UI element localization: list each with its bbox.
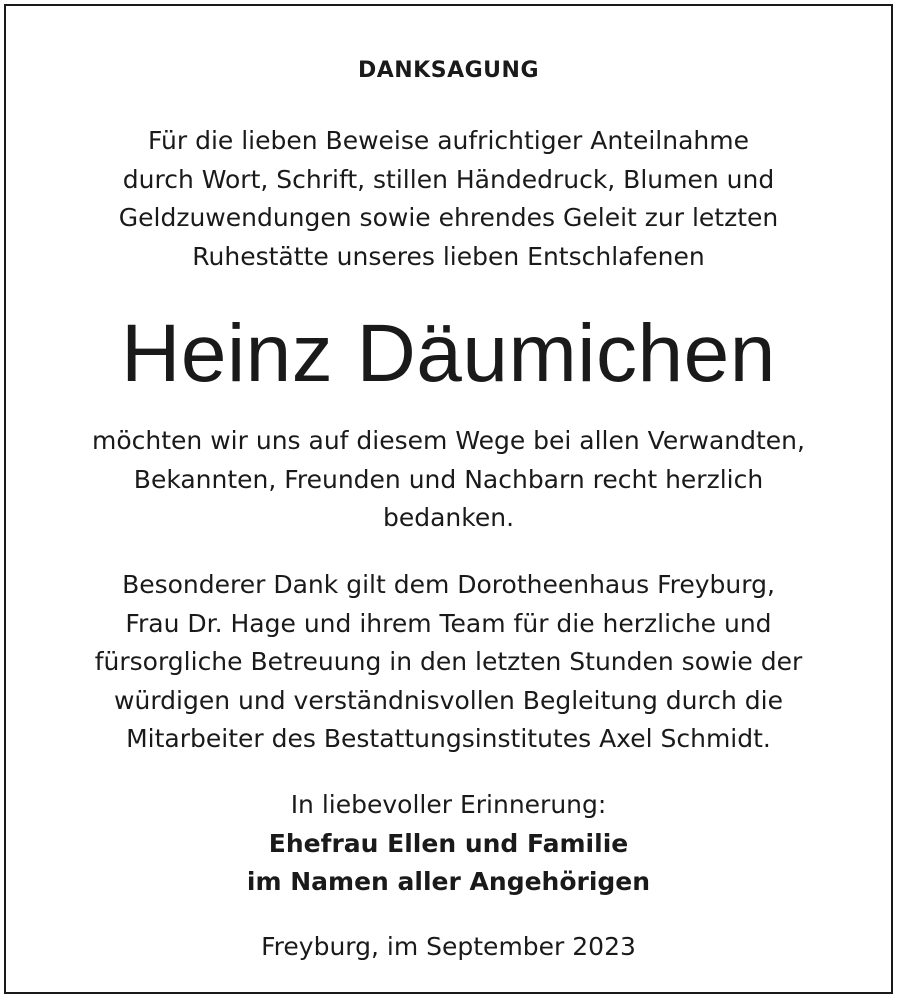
thanks-line: bedanken. (382, 503, 515, 532)
notice-heading: DANKSAGUNG (357, 58, 539, 83)
thanks-line: Bekannten, Freunden und Nachbarn recht herzlich (133, 464, 764, 494)
special-thanks-line: Mitarbeiter des Bestattungsinstitutes Axel Schmidt. (126, 724, 771, 753)
notice-frame (4, 4, 893, 994)
signature-line: Ehefrau Ellen und Familie (268, 828, 629, 858)
thanks-paragraph (6, 422, 891, 538)
deceased-name: Heinz Däumichen (121, 308, 776, 399)
notice-content (6, 6, 891, 992)
remembrance-line: In liebevoller Erinnerung: (290, 790, 607, 819)
intro-line: Geldzuwendungen sowie ehrendes Geleit zur letzten (118, 203, 779, 232)
intro-line: durch Wort, Schrift, stillen Händedruck, Blumen und (122, 164, 775, 194)
special-thanks-line: würdigen und verständnisvollen Begleitung durch die (114, 685, 783, 715)
special-thanks-line: Frau Dr. Hage und ihrem Team für die herzliche und (125, 608, 772, 638)
intro-line: Ruhestätte unseres lieben Entschlafenen (192, 241, 705, 271)
closing-block (6, 786, 891, 902)
special-thanks-paragraph (6, 566, 891, 759)
special-thanks-line: Besonderer Dank gilt dem Dorotheenhaus Freyburg, (122, 570, 775, 599)
intro-line: Für die lieben Beweise aufrichtiger Anteilnahme (148, 126, 749, 155)
signature-line: im Namen aller Angehörigen (246, 867, 651, 896)
thanks-line: möchten wir uns auf diesem Wege bei allen Verwandten, (92, 426, 805, 455)
place-date: Freyburg, im September 2023 (261, 932, 636, 961)
special-thanks-line: fürsorgliche Betreuung in den letzten Stunden sowie der (94, 647, 803, 676)
intro-paragraph (6, 122, 891, 276)
